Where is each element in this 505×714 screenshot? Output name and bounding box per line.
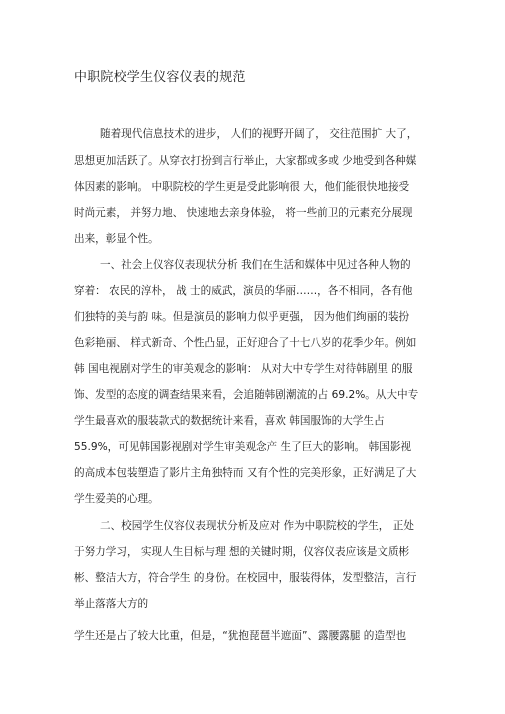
paragraph-line: 们独特的美与韵 味。但是演员的影响力似乎更强， 因为他们绚丽的装扮 bbox=[74, 311, 410, 323]
paragraph-line: 的高成本包装塑造了影片主角独特而 又有个性的完美形象，正好满足了大 bbox=[74, 467, 417, 479]
paragraph-line: 饰、发型的态度的调查结果来看，会追随韩剧潮流的占 69.2%。从大中专 bbox=[74, 389, 419, 401]
paragraph-line: 一、社会上仪容仪表现状分析 我们在生活和媒体中见过各种人物的 bbox=[100, 259, 411, 271]
paragraph-line: 学生爱美的心理。 bbox=[74, 493, 159, 505]
paragraph-line: 举止落落大方的 bbox=[74, 598, 149, 610]
paragraph-line: 55.9%，可见韩国影视剧对学生审美观念产 生了巨大的影响。 韩国影视 bbox=[74, 441, 412, 453]
paragraph-line: 穿着： 农民的淳朴， 战 士的威武，演员的华丽……，各不相同，各有他 bbox=[74, 285, 413, 297]
document-title: 中职院校学生仪容仪表的规范 bbox=[74, 70, 246, 85]
paragraph-line: 于努力学习， 实现人生目标与理 想的关键时期，仪容仪表应该是文质彬 bbox=[74, 546, 410, 558]
paragraph-line: 二、校园学生仪容仪表现状分析及应对 作为中职院校的学生， 正处 bbox=[100, 520, 414, 532]
paragraph-line: 彬、整洁大方，符合学生 的身份。在校园中，服装得体，发型整洁，言行 bbox=[74, 572, 417, 584]
paragraph-line: 体因素的影响。 中职院校的学生更是受此影响很 大，他们能很快地接受 bbox=[74, 181, 410, 193]
paragraph-line: 学生还是占了较大比重，但是，“犹抱琵琶半遮面”、露腰露腿 的造型也 bbox=[74, 630, 407, 642]
paragraph-line: 韩 国电视剧对学生的审美观念的影响： 从对大中专学生对待韩剧里 的服 bbox=[74, 363, 413, 375]
paragraph-line: 随着现代信息技术的进步， 人们的视野开阔了， 交往范围扩 大了， bbox=[100, 128, 418, 140]
paragraph-line: 学生最喜欢的服装款式的数据统计来看，喜欢 韩国服饰的大学生占 bbox=[74, 415, 385, 427]
paragraph-line: 出来，彰显个性。 bbox=[74, 233, 159, 245]
paragraph-line: 时尚元素， 并努力地、 快速地去亲身体验， 将一些前卫的元素充分展现 bbox=[74, 207, 413, 219]
paragraph-line: 色彩艳丽、 样式新奇、个性凸显，正好迎合了十七八岁的花季少年。例如 bbox=[74, 337, 417, 349]
paragraph-line: 思想更加活跃了。从穿衣打扮到言行举止，大家都或多或 少地受到各种媒 bbox=[74, 155, 417, 167]
